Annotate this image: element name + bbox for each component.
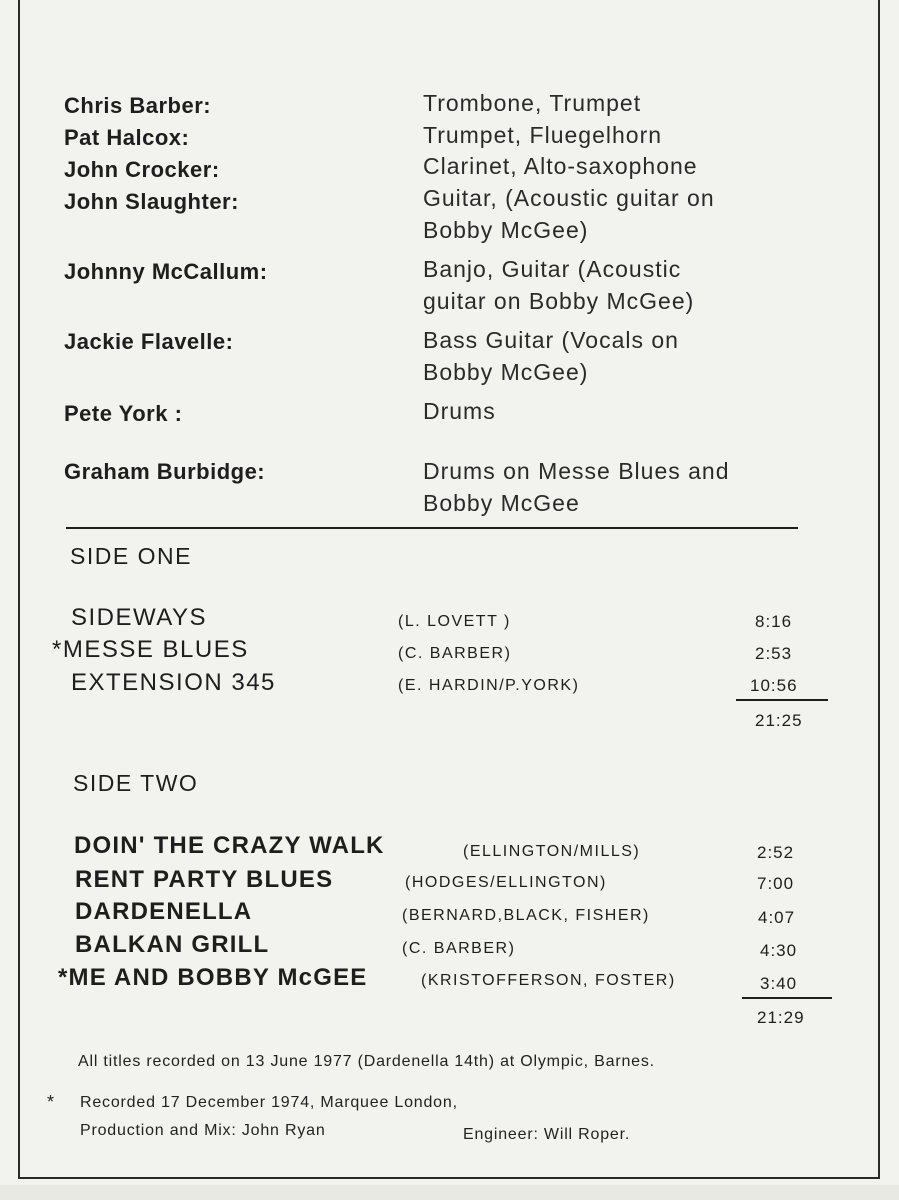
track-composer: (BERNARD,BLACK, FISHER) [402,907,650,924]
musician-name: John Crocker: [64,157,220,182]
musician-instrument: guitar on Bobby McGee) [423,288,695,314]
musician-instrument: Bobby McGee) [423,217,589,243]
musician-instrument: Banjo, Guitar (Acoustic [423,256,682,282]
track-time: 4:07 [758,908,796,927]
track-title: DOIN' THE CRAZY WALK [74,832,385,859]
musician-instrument: Drums [423,398,496,424]
track-composer: (C. BARBER) [398,645,512,662]
engineer-credit: Engineer: Will Roper. [463,1126,631,1143]
marquee-note: Recorded 17 December 1974, Marquee London, [80,1094,458,1111]
side-two-heading: SIDE TWO [73,770,199,796]
track-composer: (KRISTOFFERSON, FOSTER) [421,972,676,989]
musician-name: John Slaughter: [64,189,239,214]
musician-instrument: Trumpet, Fluegelhorn [423,122,663,148]
side-total-time: 21:25 [755,711,803,730]
track-composer: (C. BARBER) [402,940,516,957]
track-time: 8:16 [755,612,793,631]
musician-instrument: Trombone, Trumpet [423,90,642,116]
track-time: 10:56 [750,676,798,695]
musician-instrument: Drums on Messe Blues and [423,458,730,484]
musician-name: Pete York : [64,401,183,426]
track-title: SIDEWAYS [71,604,208,631]
track-time: 3:40 [760,974,798,993]
track-time: 2:53 [755,644,793,663]
production-credit: Production and Mix: John Ryan [80,1122,326,1139]
musician-name: Graham Burbidge: [64,459,266,484]
side-one-heading: SIDE ONE [70,543,192,569]
track-title: DARDENELLA [75,898,253,925]
total-rule [736,699,828,701]
recording-note: All titles recorded on 13 June 1977 (Dardenella 14th) at Olympic, Barnes. [78,1053,655,1070]
asterisk-mark: * [47,1092,55,1112]
musician-instrument: Bobby McGee [423,490,580,516]
track-composer: (L. LOVETT ) [398,613,511,630]
track-title: BALKAN GRILL [75,931,270,958]
total-rule [742,997,832,999]
musician-name: Chris Barber: [64,93,212,118]
musician-instrument: Bobby McGee) [423,359,589,385]
musician-instrument: Clarinet, Alto-saxophone [423,153,698,179]
bottom-edge [0,1185,899,1200]
track-title: RENT PARTY BLUES [75,866,334,893]
track-composer: (HODGES/ELLINGTON) [405,874,607,891]
musician-name: Pat Halcox: [64,125,190,150]
track-time: 7:00 [757,874,795,893]
musician-instrument: Bass Guitar (Vocals on [423,327,679,353]
track-title: *ME AND BOBBY McGEE [58,964,368,991]
track-time: 4:30 [760,941,798,960]
side-total-time: 21:29 [757,1008,805,1027]
musician-name: Jackie Flavelle: [64,329,234,354]
musician-name: Johnny McCallum: [64,259,268,284]
track-composer: (ELLINGTON/MILLS) [463,843,641,860]
section-divider [66,527,798,529]
track-time: 2:52 [757,843,795,862]
track-composer: (E. HARDIN/P.YORK) [398,677,580,694]
track-title: *MESSE BLUES [52,636,249,663]
track-title: EXTENSION 345 [71,669,276,696]
musician-instrument: Guitar, (Acoustic guitar on [423,185,715,211]
